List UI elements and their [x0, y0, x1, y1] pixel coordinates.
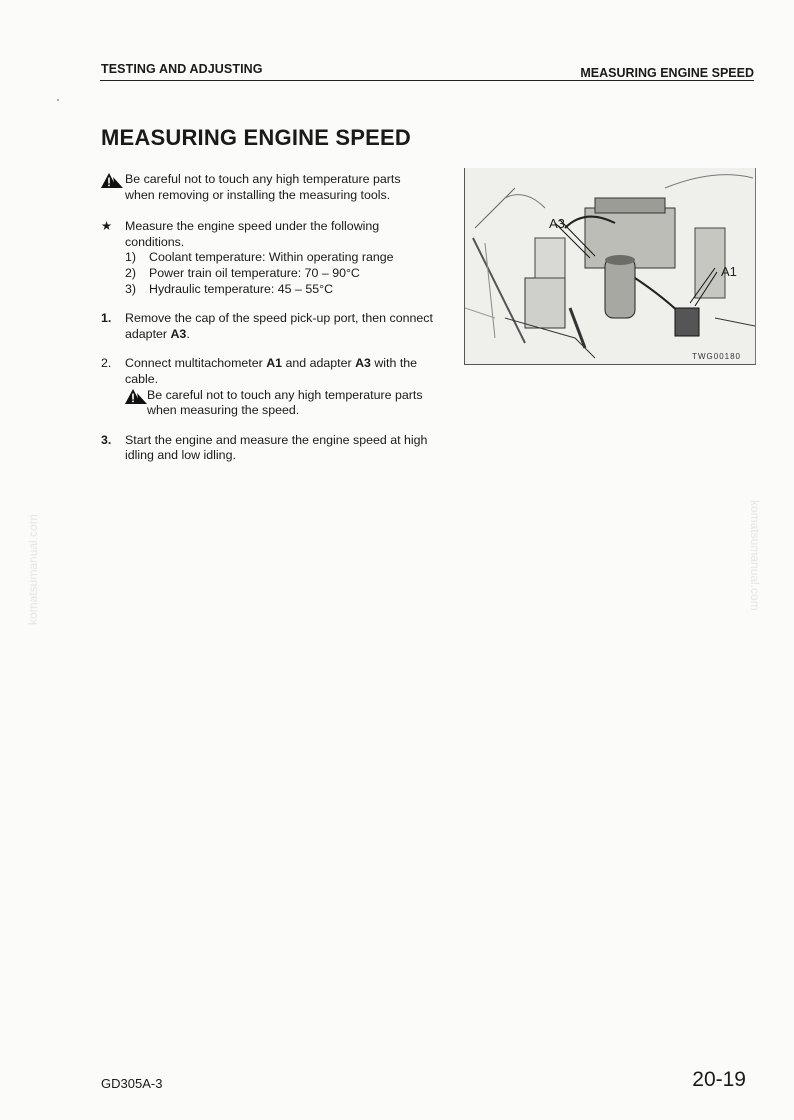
star-marker: ★ — [101, 219, 113, 234]
warning-icon — [101, 173, 123, 189]
step-text-end: . — [186, 326, 190, 341]
step-3 — [101, 433, 433, 464]
engine-photo-illustration — [465, 168, 755, 364]
step-text: Connect multitachometer — [125, 356, 267, 371]
condition-text: Coolant temperature: Within operating range — [149, 250, 394, 265]
conditions-list — [125, 250, 433, 297]
conditions-block — [101, 219, 433, 297]
page-number: 20-19 — [692, 1068, 746, 1091]
figure-code: TWG00180 — [692, 352, 741, 361]
condition-num: 2) — [125, 265, 137, 280]
step-number: 2. — [101, 356, 112, 371]
step-1 — [101, 311, 433, 342]
step-2 — [101, 356, 433, 418]
label-a3: A3 — [549, 216, 565, 231]
footer-model: GD305A-3 — [101, 1076, 163, 1091]
page-title: MEASURING ENGINE SPEED — [101, 125, 412, 150]
tool-ref: A3 — [355, 356, 371, 371]
caution-top — [101, 172, 433, 203]
step-text: Remove the cap of the speed pick-up port, then connect adapter — [125, 311, 433, 341]
tool-ref: A1 — [266, 356, 283, 371]
header-rule — [100, 80, 754, 81]
step-text-end: with the cable. — [125, 356, 418, 386]
watermark-right: komatsumanual.com — [748, 500, 762, 611]
condition-item — [125, 266, 433, 282]
tool-ref: A3 — [170, 326, 187, 341]
step-text-mid: and adapter — [282, 356, 356, 371]
caution-top-text: Be careful not to touch any high temperature parts when removing or installing the measuring tools. — [125, 172, 401, 202]
conditions-intro: Measure the engine speed under the following conditions. — [125, 219, 380, 249]
condition-item — [125, 282, 433, 298]
condition-text: Hydraulic temperature: 45 – 55°C — [149, 281, 334, 296]
label-a1: A1 — [721, 264, 737, 279]
scan-speck — [57, 99, 59, 101]
caution-inline-text: Be careful not to touch any high temperature parts when measuring the speed. — [147, 387, 423, 418]
step-number: 1. — [101, 311, 112, 326]
step-number: 3. — [101, 432, 112, 447]
caution-inline — [125, 388, 433, 419]
condition-text: Power train oil temperature: 70 – 90°C — [149, 265, 360, 280]
engine-photo-figure — [464, 168, 756, 365]
header-section: TESTING AND ADJUSTING — [101, 62, 263, 76]
condition-num: 3) — [125, 281, 137, 296]
watermark-left: komatsumanual.com — [26, 514, 40, 625]
condition-num: 1) — [125, 250, 137, 265]
warning-icon — [125, 389, 147, 405]
step-text: Start the engine and measure the engine speed at high idling and low idling. — [125, 432, 428, 463]
condition-item — [125, 250, 433, 266]
header-topic: MEASURING ENGINE SPEED — [580, 66, 754, 80]
procedure-body — [101, 172, 433, 478]
